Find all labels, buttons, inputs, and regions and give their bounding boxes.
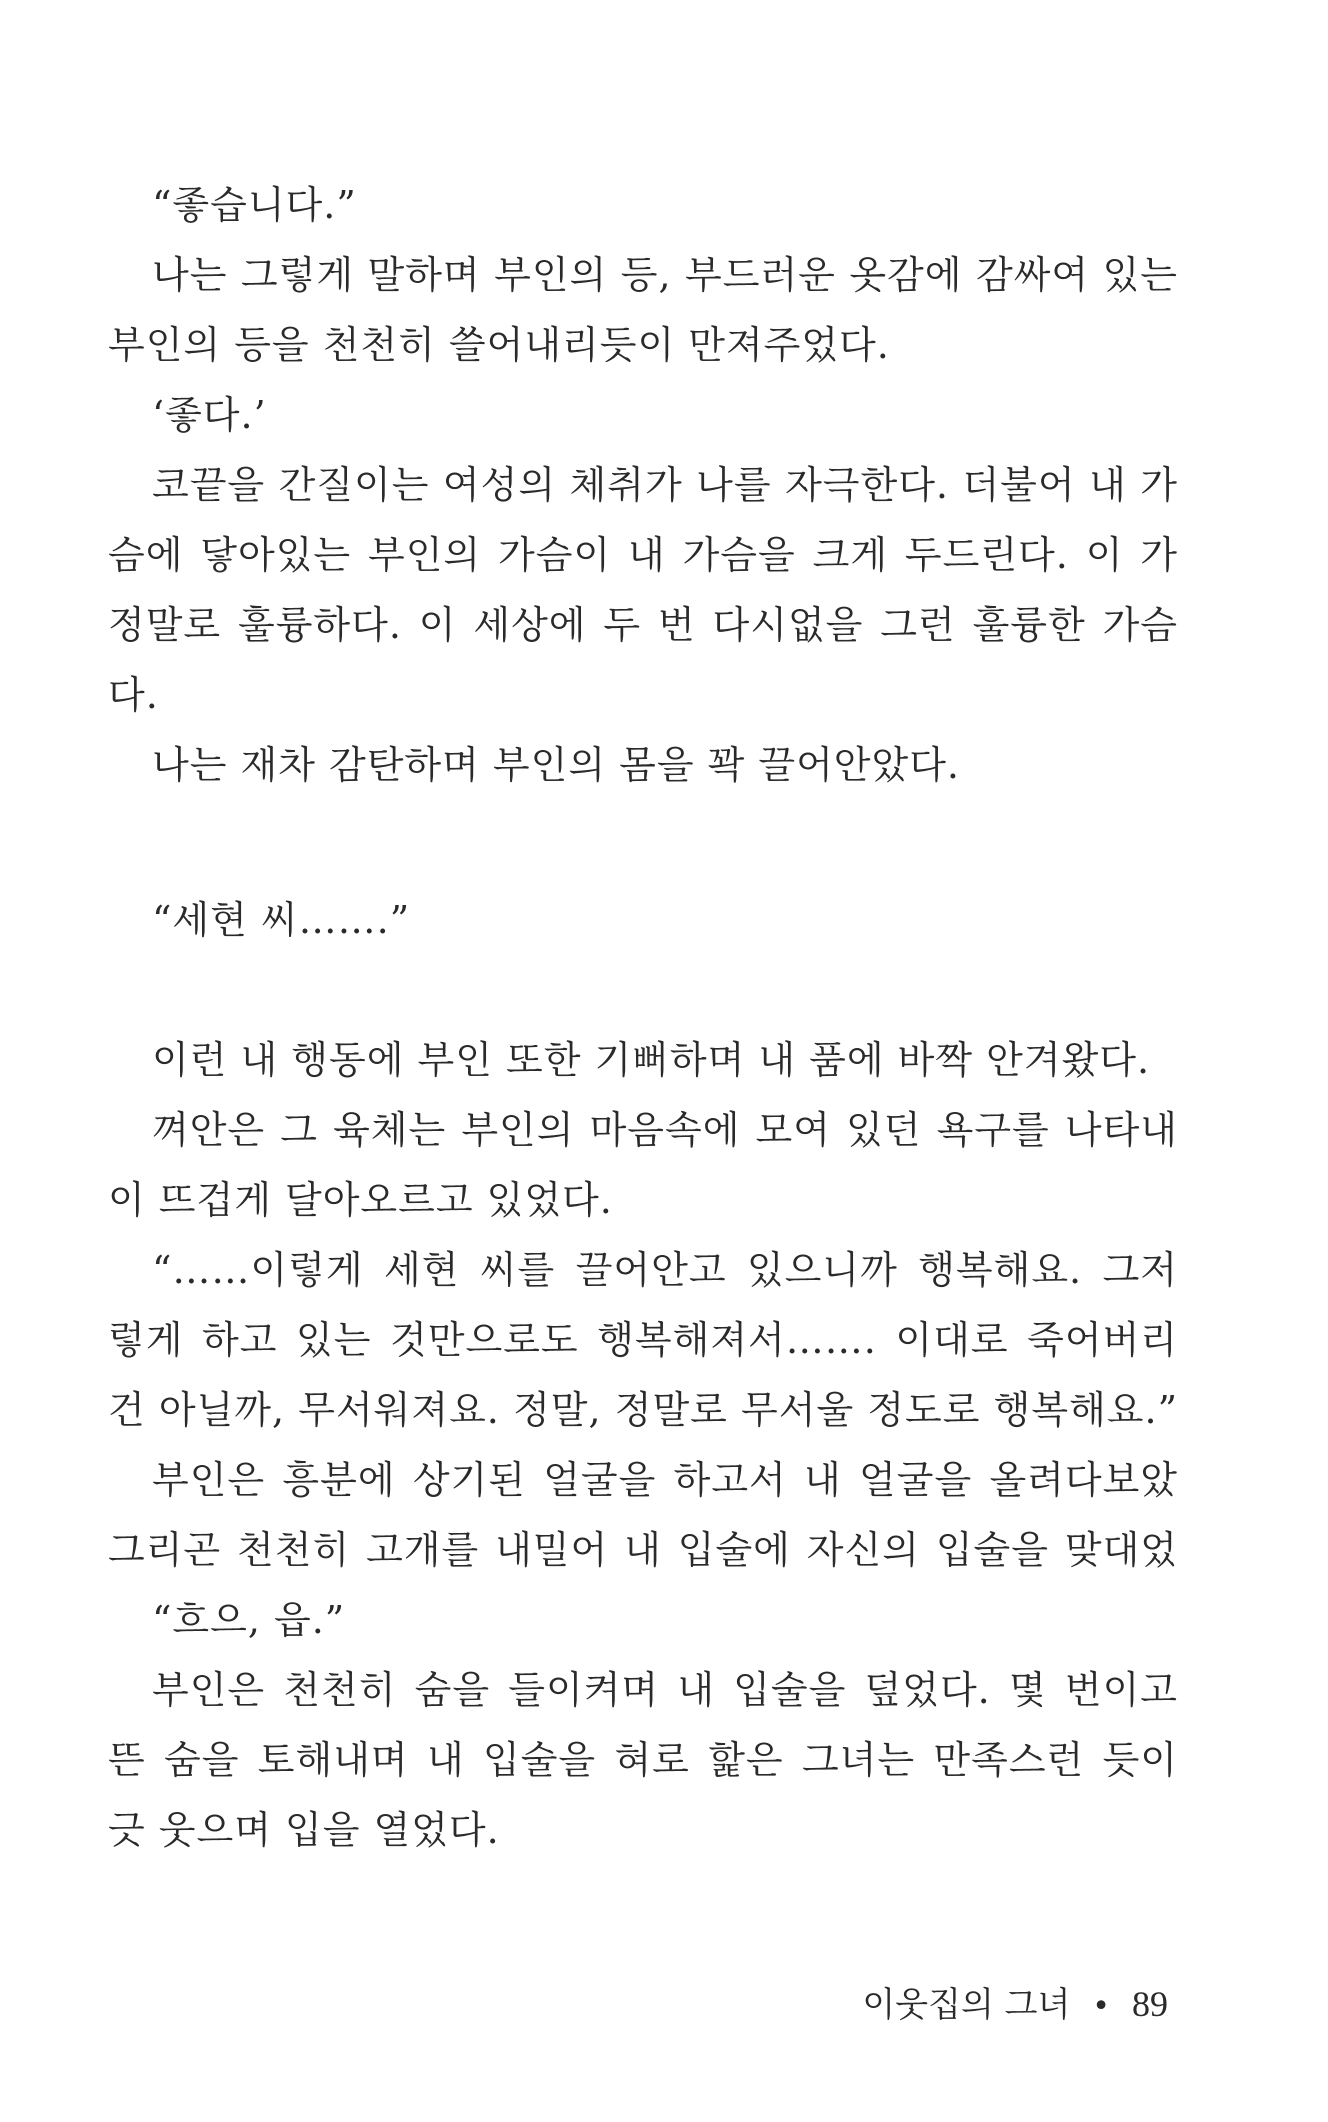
dialogue-line: “좋습니다.” bbox=[152, 183, 357, 227]
paragraph-line: 그리곤 천천히 고개를 내밀어 내 입술에 자신의 입술을 맞대었 bbox=[108, 1528, 1178, 1572]
paragraph-line: 코끝을 간질이는 여성의 체취가 나를 자극한다. 더불어 내 가 bbox=[152, 463, 1178, 507]
paragraph-line: 부인의 등을 천천히 쓸어내리듯이 만져주었다. bbox=[108, 323, 890, 367]
text-section-3 bbox=[108, 1025, 1178, 1865]
page-footer bbox=[862, 1980, 1168, 2031]
paragraph-line: 나는 재차 감탄하며 부인의 몸을 꽉 끌어안았다. bbox=[152, 743, 961, 787]
paragraph-line: 나는 그렇게 말하며 부인의 등, 부드러운 옷감에 감싸여 있는 bbox=[152, 253, 1178, 297]
separator-bullet: • bbox=[1092, 1989, 1110, 2024]
paragraph-line: 긋 웃으며 입을 열었다. bbox=[108, 1808, 500, 1852]
paragraph-line: 다. bbox=[108, 673, 159, 717]
paragraph-line: 껴안은 그 육체는 부인의 마음속에 모여 있던 욕구를 나타내 bbox=[152, 1108, 1178, 1152]
paragraph-line: 부인은 흥분에 상기된 얼굴을 하고서 내 얼굴을 올려다보았 bbox=[152, 1458, 1178, 1502]
text-section-1 bbox=[108, 170, 1178, 800]
paragraph-line: 이런 내 행동에 부인 또한 기뻐하며 내 품에 바짝 안겨왔다. bbox=[152, 1038, 1151, 1082]
dialogue-line: “……이렇게 세현 씨를 끌어안고 있으니까 행복해요. 그저 bbox=[152, 1248, 1178, 1292]
paragraph-line: 뜬 숨을 토해내며 내 입술을 혀로 핥은 그녀는 만족스런 듯이 bbox=[108, 1738, 1178, 1782]
paragraph-line: 이 뜨겁게 달아오르고 있었다. bbox=[108, 1178, 613, 1222]
dialogue-line: 건 아닐까, 무서워져요. 정말, 정말로 무서울 정도로 행복해요.” bbox=[108, 1388, 1178, 1432]
paragraph-line: 부인은 천천히 숨을 들이켜며 내 입술을 덮었다. 몇 번이고 bbox=[152, 1668, 1178, 1712]
dialogue-line: “세현 씨…….” bbox=[152, 898, 411, 942]
dialogue-line: “흐으, 읍.” bbox=[152, 1598, 346, 1642]
paragraph-line: 슴에 닿아있는 부인의 가슴이 내 가슴을 크게 두드린다. 이 가 bbox=[108, 533, 1178, 577]
running-header-title: 이웃집의 그녀 bbox=[862, 1985, 1071, 2025]
text-section-2 bbox=[108, 885, 1178, 955]
dialogue-line: 렇게 하고 있는 것만으로도 행복해져서……. 이대로 죽어버리 bbox=[108, 1318, 1178, 1362]
page-number: 89 bbox=[1132, 1984, 1168, 2024]
paragraph-line: 정말로 훌륭하다. 이 세상에 두 번 다시없을 그런 훌륭한 가슴 bbox=[108, 603, 1178, 647]
thought-line: ‘좋다.’ bbox=[152, 393, 267, 437]
